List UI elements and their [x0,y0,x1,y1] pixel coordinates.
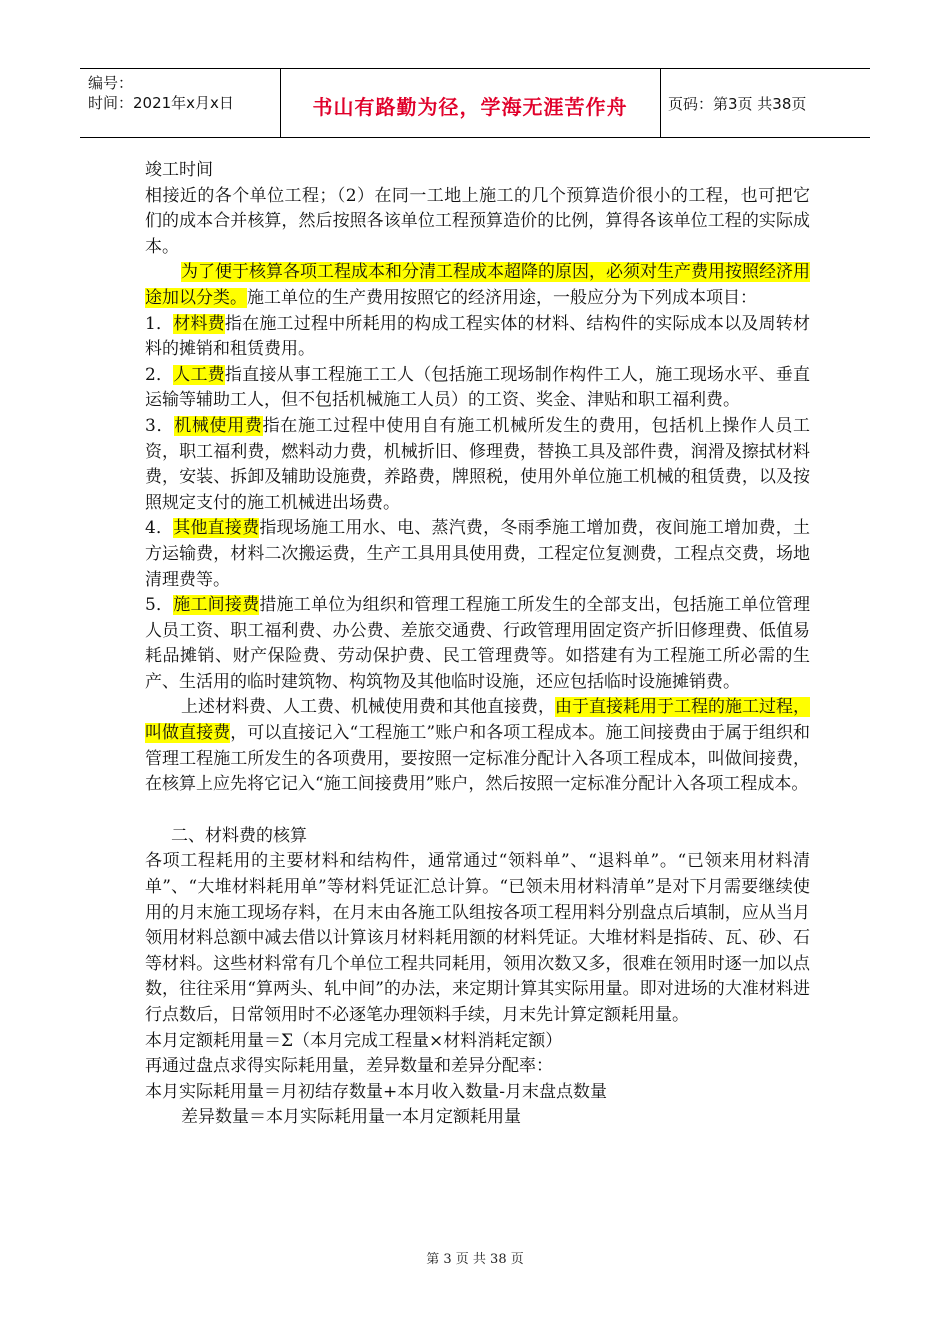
page-header [80,68,870,138]
list-item [145,414,810,516]
paragraph-text: 施工单位的生产费用按照它的经济用途，一般应分为下列成本项目： [247,287,757,308]
header-motto: 书山有路勤为径，学海无涯苦作舟 [312,95,628,119]
paragraph-spacer [145,798,810,824]
list-item [145,363,810,414]
header-page-label: 页码：第3页 共38页 [668,95,807,113]
formula: 本月定额耗用量＝Σ（本月完成工程量×材料消耗定额） [145,1030,563,1051]
header-divider [660,69,661,137]
page-footer: 第 3 页 共 38 页 [426,1252,524,1267]
highlighted-text: 由于直接耗用于工程的施工过程，叫做直接费 [145,697,810,744]
highlighted-text: 为了便于核算各项工程成本和分清工程成本超降的原因，必须对生产费用按照经济用途加以分类。 [145,262,810,308]
document-body [145,158,810,1131]
paragraph: 竣工时间 [145,160,213,180]
highlighted-term: 机械使用费 [174,415,263,436]
highlighted-term: 人工费 [173,364,225,385]
formula: 本月实际耗用量＝月初结存数量+本月收入数量-月末盘点数量 [145,1081,607,1102]
list-item [145,593,810,695]
paragraph-text: ，可以直接记入“工程施工”账户和各项工程成本。施工间接费由于属于组织和管理工程施工所发生的各项费用，要按照一定标准分配计入各项工程成本，叫做间接费，在核算上应先将它记入“施工间接费用”账户，然后按照一定标准分配计入各项工程成本。 [145,723,811,795]
highlighted-term: 其他直接费 [173,518,260,539]
list-item-text: 措施工单位为组织和管理工程施工所发生的全部支出，包括施工单位管理人员工资、职工福利费、办公费、差旅交通费、行政管理用固定资产折旧修理费、低值易耗品摊销、财产保险费、劳动保护费、民工管理费等。如搭建有为工程施工所必需的生产、生活用的临时建筑物、构筑物及其他临时设施，还应包括临时设施摊销费。 [145,595,810,692]
list-item [145,312,810,363]
paragraph-text: 上述材料费、人工费、机械使用费和其他直接费， [181,697,555,718]
highlighted-term: 施工间接费 [173,595,260,616]
list-item-text: 指现场施工用水、电、蒸汽费，冬雨季施工增加费，夜间施工增加费，土方运输费，材料二次搬运费，生产工具用具使用费，工程定位复测费，工程点交费，场地清理费等。 [145,518,810,590]
list-number: 3． [145,415,175,436]
list-number: 1． [145,313,174,334]
list-item-text: 指在施工过程中使用自有施工机械所发生的费用，包括机上操作人员工资，职工福利费，燃料动力费，机械折旧、修理费，替换工具及部件费，润滑及擦拭材料费，安装、拆卸及辅助设施费，养路费，牌照税，使用外单位施工机械的租赁费，以及按照规定支付的施工机械进出场费。 [145,415,811,513]
header-info [88,73,234,113]
highlighted-term: 材料费 [173,313,225,334]
list-item-text: 指在施工过程中所耗用的构成工程实体的材料、结构件的实际成本以及周转材料的摊销和租赁费用。 [145,313,811,360]
list-number: 2． [145,364,174,385]
list-item [145,516,810,593]
formula: 差异数量＝本月实际耗用量一本月定额耗用量 [181,1107,521,1128]
paragraph [145,695,810,797]
header-number-label: 编号： [88,74,134,92]
header-time-label: 时间：2021年x月x日 [88,94,234,112]
section-heading: 二、材料费的核算 [171,825,307,846]
paragraph [145,260,810,311]
list-number: 4． [145,518,174,539]
paragraph: 相接近的各个单位工程；（2）在同一工地上施工的几个预算造价很小的工程，也可把它们的成本合并核算，然后按照各该单位工程预算造价的比例，算得各该单位工程的实际成本。 [145,185,810,257]
paragraph: 再通过盘点求得实际耗用量，差异数量和差异分配率： [145,1056,553,1077]
paragraph: 各项工程耗用的主要材料和结构件，通常通过“领料单”、“退料单”。“已领来用材料清单”、“大堆材料耗用单”等材料凭证汇总计算。“已领未用材料清单”是对下月需要继续使用的月末施工现场存料，在月末由各施工队组按各项工程用料分别盘点后填制，应从当月领用材料总额中减去借以计算该月材料耗用额的材料凭证。大堆材料是指砖、瓦、砂、石等材料。这些材料常有几个单位工程共同耗用，领用次数又多，很难在领用时逐一加以点数，往往采用“算两头、轧中间”的办法，来定期计算其实际用量。即对进场的大准材料进行点数后，日常领用时不必逐笔办理领料手续，月末先计算定额耗用量。 [145,851,810,1025]
list-number: 5． [145,595,174,616]
list-item-text: 指直接从事工程施工工人（包括施工现场制作构件工人，施工现场水平、垂直运输等辅助工人，但不包括机械施工人员）的工资、奖金、津贴和职工福利费。 [145,364,811,411]
